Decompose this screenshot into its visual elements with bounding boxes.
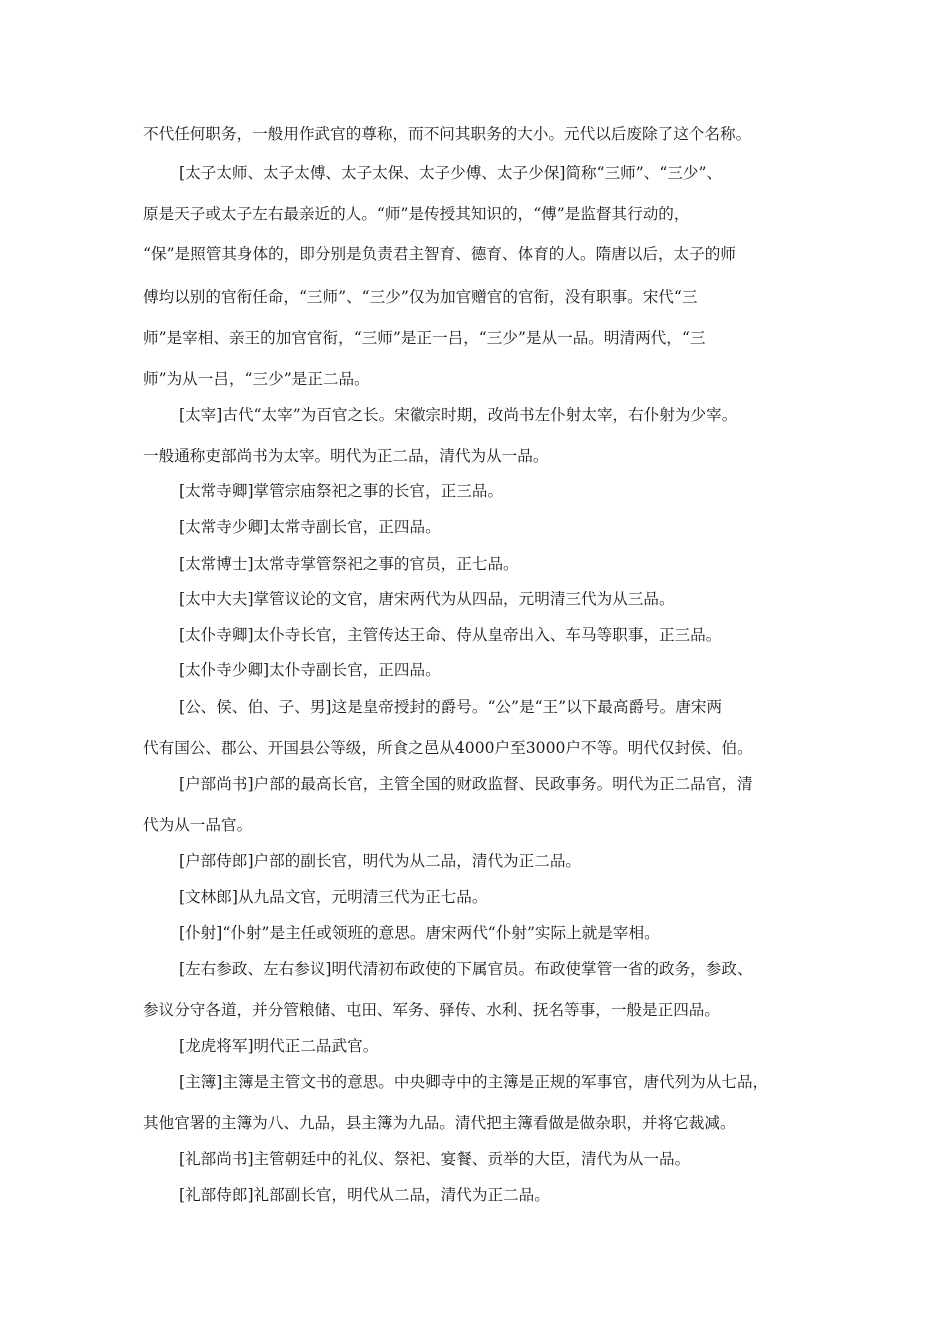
text-line: [公、侯、伯、子、男]这是皇帝授封的爵号。“公”是“王”以下最高爵号。唐宋两 <box>179 698 723 716</box>
text-line: [太中大夫]掌管议论的文官，唐宋两代为从四品，元明清三代为从三品。 <box>179 590 675 608</box>
text-line: [太常寺少卿]太常寺副长官，正四品。 <box>179 518 441 536</box>
text-line: [太仆寺少卿]太仆寺副长官，正四品。 <box>179 661 441 679</box>
text-line: [龙虎将军]明代正二品武官。 <box>179 1037 379 1055</box>
text-line: [礼部尚书]主管朝廷中的礼仪、祭祀、宴餐、贡举的大臣，清代为从一品。 <box>179 1150 691 1168</box>
text-line: [太常寺卿]掌管宗庙祭祀之事的长官，正三品。 <box>179 482 504 500</box>
text-line: [户部侍郎]户部的副长官，明代为从二品，清代为正二品。 <box>179 852 582 870</box>
text-line: 代为从一品官。 <box>143 816 253 834</box>
text-line: [文林郎]从九品文官，元明清三代为正七品。 <box>179 888 488 906</box>
text-line: [太子太师、太子太傅、太子太保、太子少傅、太子少保]简称“三师”、“三少”、 <box>179 164 723 182</box>
text-line: [太常博士]太常寺掌管祭祀之事的官员，正七品。 <box>179 555 519 573</box>
text-line: 原是天子或太子左右最亲近的人。“师”是传授其知识的，“傅”是监督其行动的， <box>143 205 690 223</box>
text-line: 其他官署的主簿为八、九品，县主簿为九品。清代把主簿看做是做杂职，并将它裁减。 <box>143 1114 736 1132</box>
text-line: [主簿]主簿是主管文书的意思。中央卿寺中的主簿是正规的军事官，唐代列为从七品， <box>179 1073 769 1091</box>
text-line: 傅均以别的官衔任命，“三师”、“三少”仅为加官赠官的官衔，没有职事。宋代“三 <box>143 288 698 306</box>
text-line: [户部尚书]户部的最高长官，主管全国的财政监督、民政事务。明代为正二品官，清 <box>179 775 753 793</box>
text-line: “保”是照管其身体的，即分别是负责君主智育、德育、体育的人。隋唐以后，太子的师 <box>143 245 736 263</box>
text-line: 参议分守各道，并分管粮储、屯田、军务、驿传、水利、抚名等事，一般是正四品。 <box>143 1001 720 1019</box>
text-line: 师”是宰相、亲王的加官官衔，“三师”是正一吕，“三少”是从一品。明清两代，“三 <box>143 329 706 347</box>
text-line: [太仆寺卿]太仆寺长官，主管传达王命、侍从皇帝出入、车马等职事，正三品。 <box>179 626 722 644</box>
text-line: 不代任何职务，一般用作武官的尊称，而不问其职务的大小。元代以后废除了这个名称。 <box>143 125 752 143</box>
text-line: 代有国公、郡公、开国县公等级，所食之邑从4000户至3000户不等。明代仅封侯、伯。 <box>143 739 753 757</box>
text-line: [太宰]古代“太宰”为百官之长。宋徽宗时期，改尚书左仆射太宰，右仆射为少宰。 <box>179 406 738 424</box>
text-line: 师”为从一吕，“三少”是正二品。 <box>143 370 370 388</box>
text-line: [礼部侍郎]礼部副长官，明代从二品，清代为正二品。 <box>179 1186 550 1204</box>
text-line: [仆射]“仆射”是主任或领班的意思。唐宋两代“仆射”实际上就是宰相。 <box>179 924 660 942</box>
text-line: [左右参政、左右参议]明代清初布政使的下属官员。布政使掌管一省的政务，参政、 <box>179 960 753 978</box>
text-line: 一般通称吏部尚书为太宰。明代为正二品，清代为从一品。 <box>143 447 549 465</box>
